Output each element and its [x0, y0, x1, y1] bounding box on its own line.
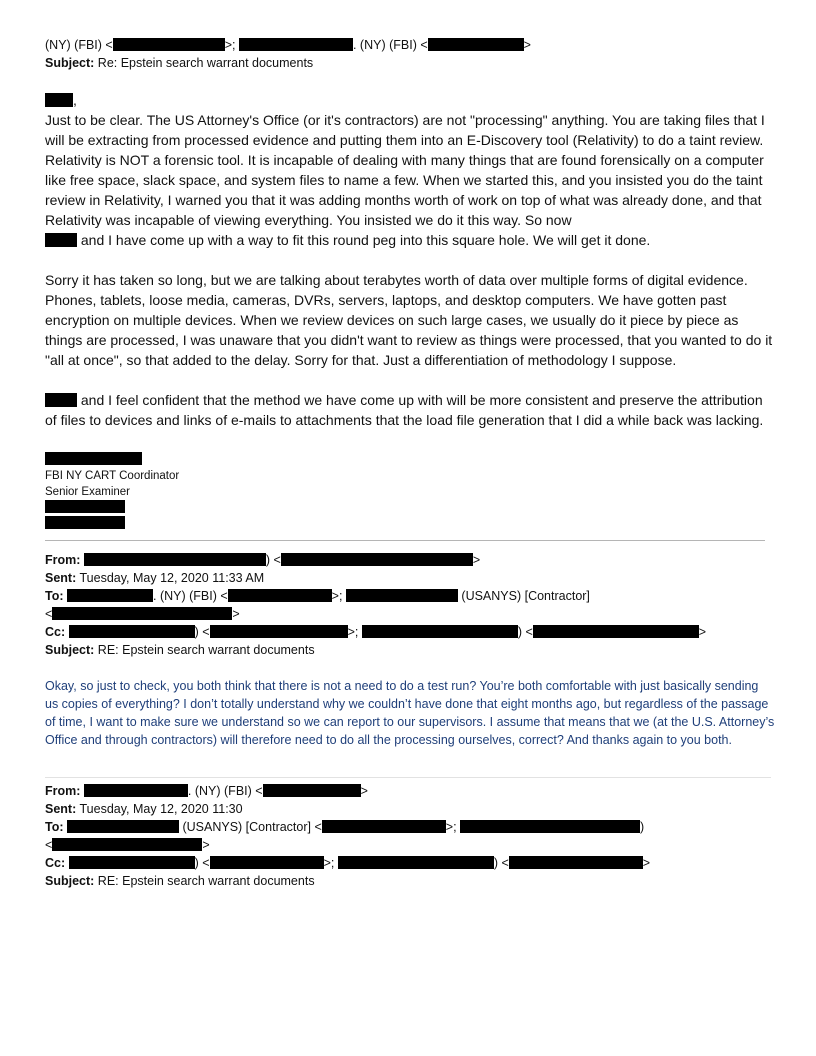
redaction-block [533, 625, 699, 638]
from-line: From: ) < > [45, 553, 481, 567]
paragraph-1: Just to be clear. The US Attorney's Office (or it's contractors) are not "processing" anything. You are taking files that I will be extracting from processed evidence and putting them into an E-Discovery tool (Relativity) to do a taint review. [45, 112, 765, 148]
redaction-block [45, 233, 77, 247]
signature-title: FBI NY CART Coordinator [45, 470, 180, 482]
redaction-block [45, 393, 77, 407]
redaction-block [113, 38, 225, 51]
to-line-continued: < > [45, 838, 210, 852]
redaction-block [228, 589, 332, 602]
recipient-close: > [523, 38, 531, 52]
redaction-block [52, 607, 232, 620]
redaction-block [346, 589, 458, 602]
redaction-block [239, 38, 353, 51]
redaction-block [428, 38, 524, 51]
redaction-block [210, 625, 348, 638]
signature-block [45, 452, 775, 532]
signature-title: Senior Examiner [45, 486, 131, 498]
recipient-text: . (NY) (FBI) < [352, 38, 428, 52]
greeting: , [45, 90, 775, 110]
recipient-text: (NY) (FBI) < [45, 38, 113, 52]
cc-line: Cc: ) < >; ) < > [45, 856, 651, 870]
redaction-block [210, 856, 324, 869]
redaction-block [45, 516, 125, 529]
redaction-block [45, 93, 73, 107]
to-line-continued: < > [45, 607, 240, 621]
subject-line: Subject: RE: Epstein search warrant documents [45, 643, 315, 657]
email-header [45, 782, 775, 890]
redaction-block [67, 820, 179, 833]
email-header [45, 551, 775, 659]
to-line: To: . (NY) (FBI) < >; (USANYS) [Contractor] [45, 589, 590, 603]
subject-label: Subject: [45, 56, 95, 70]
paragraph-2: Relativity is NOT a forensic tool. It is incapable of dealing with many things that are found forensically on a computer like free space, slack space, and system files to name a few. When we started this, and you insisted you do the taint review in Relativity, I warned you that it was adding months worth of work on top of what was already done, and that Relativity was incapable of viewing everything. You insisted we do it this way. So now and I have come up with a way to fit this round peg into this square hole. We will get it done. [45, 152, 764, 248]
subject-value: Re: Epstein search warrant documents [97, 56, 314, 70]
redaction-block [263, 784, 361, 797]
redaction-block [84, 784, 188, 797]
redaction-block [281, 553, 473, 566]
redaction-block [460, 820, 640, 833]
from-line: From: . (NY) (FBI) < > [45, 784, 368, 798]
redaction-block [67, 589, 153, 602]
top-header-to-line [45, 36, 775, 54]
paragraph-4: and I feel confident that the method we have come up with will be more consistent and preserve the attribution of files to devices and links of e-mails to attachments that the load file generation that I did a while back was lacking. [45, 392, 764, 428]
redaction-block [84, 553, 266, 566]
to-line: To: (USANYS) [Contractor] < >; ) [45, 820, 645, 834]
email-document [45, 36, 775, 890]
redaction-block [338, 856, 494, 869]
redaction-block [52, 838, 202, 851]
redaction-block [69, 856, 195, 869]
redaction-block [45, 500, 125, 513]
redaction-block [509, 856, 643, 869]
redaction-block [69, 625, 195, 638]
redaction-block [362, 625, 518, 638]
recipient-separator: >; [224, 38, 236, 52]
sent-line: Sent: Tuesday, May 12, 2020 11:33 AM [45, 571, 265, 585]
quoted-message: Okay, so just to check, you both think that there is not a need to do a test run? You’re both comfortable with just basically sending us copies of everything? I don’t totally understand why we couldn’t have done that eight months ago, but regardless of the passage of time, I want to make sure we understand so we can report to our supervisors. I assume that means that we (at the U.S. Attorney’s Office and through contractors) will therefore need to do all the processing ourselves, correct? And thanks again to you both. [45, 679, 775, 747]
top-header-subject [45, 54, 775, 72]
message-body [45, 90, 775, 430]
redaction-block [45, 452, 142, 465]
sent-line: Sent: Tuesday, May 12, 2020 11:30 [45, 802, 243, 816]
paragraph-3: Sorry it has taken so long, but we are talking about terabytes worth of data over multiple forms of digital evidence. Phones, tablets, loose media, cameras, DVRs, servers, laptops, and desktop computers. We have gotten past encryption on multiple devices. When we review devices on such large cases, we usually do it piece by piece as things are processed, I was unaware that you didn't want to review as things were processed, that you wanted to do it "all at once", so that added to the delay. Sorry for that. Just a differentiation of methodology I suppose. [45, 272, 773, 368]
subject-line: Subject: RE: Epstein search warrant documents [45, 874, 315, 888]
cc-line: Cc: ) < >; ) < > [45, 625, 707, 639]
redaction-block [322, 820, 446, 833]
